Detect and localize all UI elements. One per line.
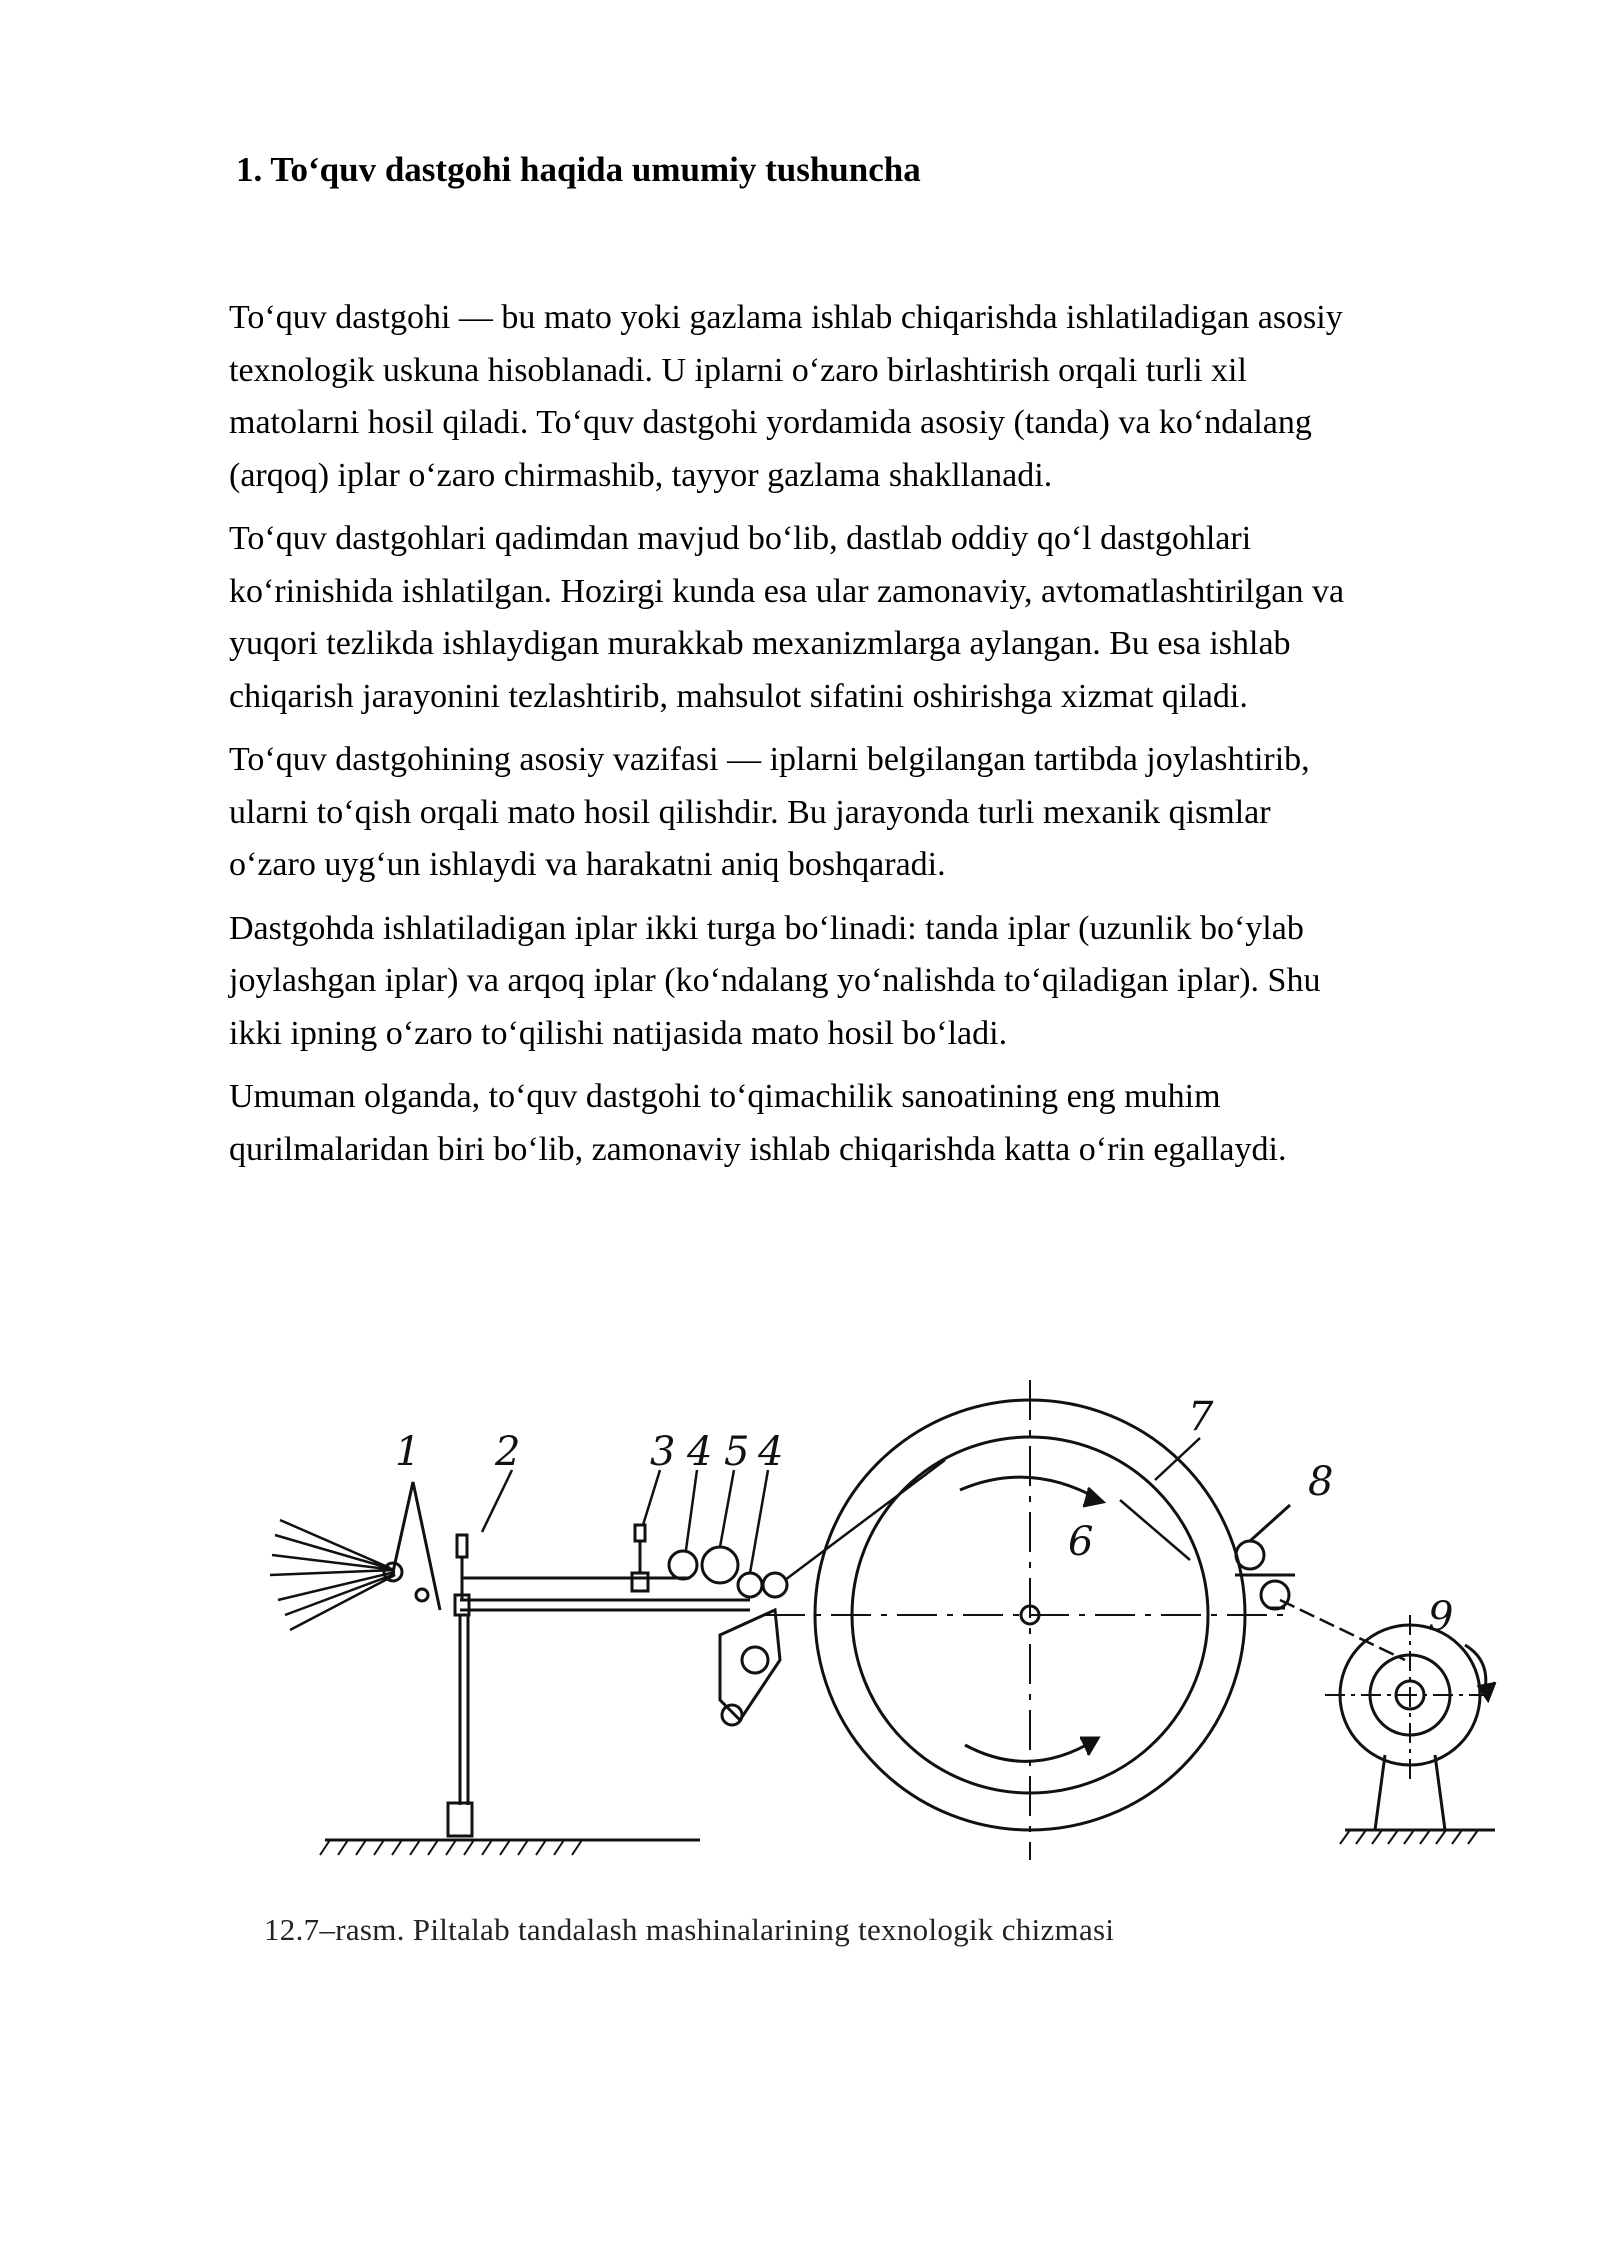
- guide-frame: [320, 1535, 750, 1855]
- paragraph: [229, 513, 1479, 723]
- section-heading: 1. To‘quv dastgohi haqida umumiy tushuncha: [236, 150, 921, 189]
- part-label: 4: [687, 1429, 713, 1475]
- part-label: 9: [1428, 1594, 1454, 1640]
- text-line: ikki ipning o‘zaro to‘qilishi natijasida mato hosil bo‘ladi.: [229, 1014, 1008, 1052]
- yarn-fan: [270, 1482, 440, 1630]
- figure-caption: 12.7–rasm. Piltalab tandalash mashinalarining texnologik chizmasi: [264, 1912, 1115, 1947]
- text-line: ularni to‘qish orqali mato hosil qilishdir. Bu jarayonda turli mexanik qismlar: [229, 793, 1271, 831]
- body-text: [229, 292, 1479, 1187]
- take-off-rollers: [1235, 1505, 1405, 1660]
- text-line: chiqarish jarayonini tezlashtirib, mahsulot sifatini oshirishga xizmat qiladi.: [229, 677, 1248, 715]
- part-label: 2: [495, 1429, 521, 1475]
- paragraph: [229, 903, 1479, 1061]
- part-labels: [395, 1394, 1453, 1640]
- text-line: o‘zaro uyg‘un ishlaydi va harakatni aniq boshqaradi.: [229, 846, 946, 883]
- text-line: To‘quv dastgohining asosiy vazifasi — iplarni belgilangan tartibda joylashtirib,: [229, 741, 1310, 778]
- text-line: ko‘rinishida ishlatilgan. Hozirgi kunda esa ular zamonaviy, avtomatlashtirilgan va: [229, 572, 1345, 610]
- paragraph: [229, 734, 1479, 892]
- text-line: joylashgan iplar) va arqoq iplar (ko‘ndalang yo‘nalishda to‘qiladigan iplar). Shu: [229, 962, 1321, 999]
- warp-beam: [1325, 1615, 1495, 1844]
- roller-group: [632, 1525, 787, 1725]
- text-line: To‘quv dastgohi — bu mato yoki gazlama ishlab chiqarishda ishlatiladigan asosiy: [229, 299, 1343, 336]
- machine-diagram: [250, 1360, 1500, 1950]
- text-line: matolarni hosil qiladi. To‘quv dastgohi yordamida asosiy (tanda) va ko‘ndalang: [229, 404, 1312, 441]
- part-label: 1: [395, 1429, 421, 1475]
- text-line: (arqoq) iplar o‘zaro chirmashib, tayyor gazlama shakllanadi.: [229, 456, 1053, 494]
- text-line: yuqori tezlikda ishlaydigan murakkab mexanizmlarga aylangan. Bu esa ishlab: [229, 625, 1291, 662]
- part-label: 4: [758, 1429, 784, 1475]
- part-label: 5: [724, 1429, 750, 1475]
- part-label: 8: [1308, 1459, 1334, 1505]
- drum: [765, 1380, 1290, 1860]
- text-line: texnologik uskuna hisoblanadi. U iplarni o‘zaro birlashtirish orqali turli xil: [229, 351, 1247, 389]
- part-label: 6: [1068, 1519, 1094, 1565]
- paragraph: [229, 292, 1479, 502]
- part-label: 3: [650, 1429, 676, 1475]
- text-line: To‘quv dastgohlari qadimdan mavjud bo‘lib, dastlab oddiy qo‘l dastgohlari: [229, 520, 1252, 557]
- text-line: Umuman olganda, to‘quv dastgohi to‘qimachilik sanoatining eng muhim: [229, 1078, 1221, 1115]
- text-line: Dastgohda ishlatiladigan iplar ikki turga bo‘linadi: tanda iplar (uzunlik bo‘ylab: [229, 909, 1304, 947]
- part-label: 7: [1188, 1394, 1214, 1440]
- text-line: qurilmalaridan biri bo‘lib, zamonaviy ishlab chiqarishda katta o‘rin egallaydi.: [229, 1130, 1287, 1168]
- paragraph: [229, 1071, 1479, 1176]
